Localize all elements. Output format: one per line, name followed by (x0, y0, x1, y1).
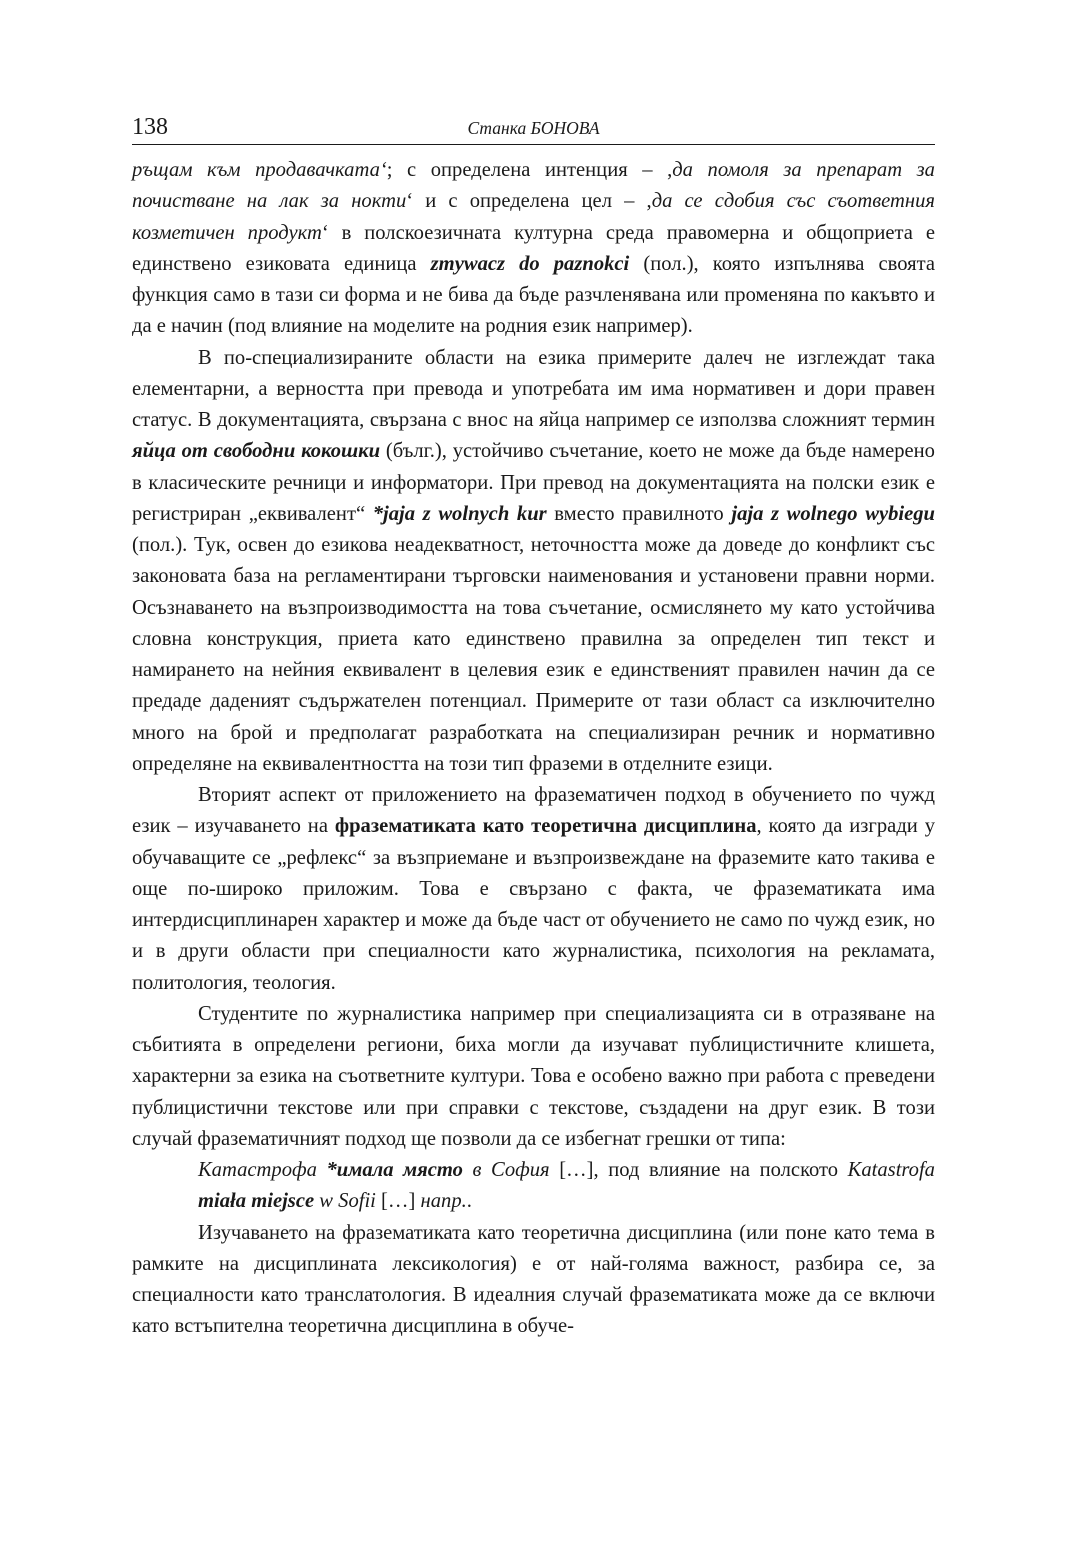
text-run: . (466, 1190, 472, 1213)
emphasis-run: яйца от свободни кокошки (132, 440, 381, 463)
page-number: 138 (132, 114, 168, 140)
emphasis-run: jaja z wolnego wybiegu (731, 502, 936, 525)
paragraph-p2 (132, 343, 935, 781)
body-text (132, 155, 935, 1343)
emphasis-run: *имала място (326, 1159, 463, 1181)
text-run: В по-специализираните области на езика примерите далеч не изглеждат така елементарни, а верността при превода и употребата им има нормативен и дори правен статус. В документацията, свързана с внос на яйца например се използва сложният термин (132, 346, 935, 431)
text-run: […], под влияние на полското (549, 1159, 848, 1181)
text-run: , която да изгради у обучаващите се „рефлекс“ за възприемане и възпроизвеждане на фраземите като такива е още по-широко приложим. Това е свързано с факта, че фразематиката има интердисциплинарен характер и може да бъде част от обучението не само по чужд език, но и в други области при специалности като журналистика, психология на рекламата, политология, теология. (132, 815, 935, 994)
emphasis-run: w Sofii (314, 1190, 376, 1213)
emphasis-run: да се сдобия със съответния козметичен продукт (132, 190, 935, 244)
running-head: Станка БОНОВА (467, 118, 600, 138)
paragraph-p3 (132, 780, 935, 999)
page-header (132, 112, 935, 145)
text-run: ; с определена интенция – , (386, 159, 673, 181)
text-run: ‘ и с определена цел – , (406, 190, 652, 213)
emphasis-run: да помоля за препарат за почистване на лак за нокти (132, 159, 935, 213)
emphasis-run: *jaja z wolnych kur (372, 502, 547, 525)
text-run: ‘ в полскоезичната културна среда правомерна и общоприета е единствено езиковата единица (132, 221, 936, 275)
emphasis-run: в София (462, 1159, 550, 1181)
text-run: […] (375, 1190, 421, 1213)
emphasis-run: Катастрофа (198, 1159, 327, 1181)
emphasis-run: miała miejsce (198, 1190, 315, 1213)
text-run: (бълг.), устойчиво съчетание, което не може да бъде намерено в класическите речници и информатори. При превод на документацията на полски език е регистриран „еквивалент“ (132, 440, 935, 525)
emphasis-run: zmywacz do paznokci (430, 252, 630, 275)
emphasis-run: Katastrofa (847, 1159, 935, 1181)
text-run: Студентите по журналистика например при специализацията си в отразяване на събитията в определени региони, биха могли да изучават публицистичните клишета, характерни за езика на съответните култури. Това е особено важно при работа с преведени публицистични текстове или при справки с текстове, създадени на друг език. В този случай фразематичният подход ще позволи да се избегнат грешки от типа: (132, 1002, 935, 1150)
paragraph-p1 (132, 155, 935, 343)
paragraph-p4 (132, 999, 935, 1155)
text-run: (пол.). Тук, освен до езикова неадекватност, неточността може да доведе до конфликт със законовата база на регламентирани търговски наименования и установени правни норми. Осъзнаването на възпроизводимостта на това съчетание, осмислянето му като устойчива словна конструкция, приета като единствено правилна за определен тип текст и намирането на нейния еквивалент в целевия език е единственият правилен начин да се предаде даденият съдържателен потенциал. Примерите от тази област са изключително много на брой и предполагат разработката на специализиран речник и нормативно определяне на еквивалентността на този тип фраземи в отделните езици. (132, 534, 935, 775)
text-run: Вторият аспект от приложението на фразематичен подход в обучението по чужд език – изучаването на (132, 784, 935, 838)
paragraph-p5 (132, 1155, 935, 1218)
text-run: вместо правилното (546, 502, 732, 525)
emphasis-run: ръщам към продавачката‘ (132, 159, 387, 181)
emphasis-run: фразематиката като теоретична дисциплина (334, 815, 757, 838)
text-run: (пол.), която изпълнява своята функция само в тази си форма и не бива да бъде разчленявана или променяна по какъвто и да е начин (под влияние на моделите на родния език например). (132, 252, 935, 338)
text-run: Изучаването на фразематиката като теоретична дисциплина (или поне като тема в рамките на дисциплината лексикология) е от най-голяма важност, разбира се, за специалности като транслатология. В идеалния случай фразематиката може да се включи като встъпителна теоретична дисциплина в обуче- (132, 1221, 935, 1338)
book-page (132, 112, 935, 1343)
paragraph-p6 (132, 1218, 935, 1343)
emphasis-run: напр. (420, 1190, 467, 1213)
